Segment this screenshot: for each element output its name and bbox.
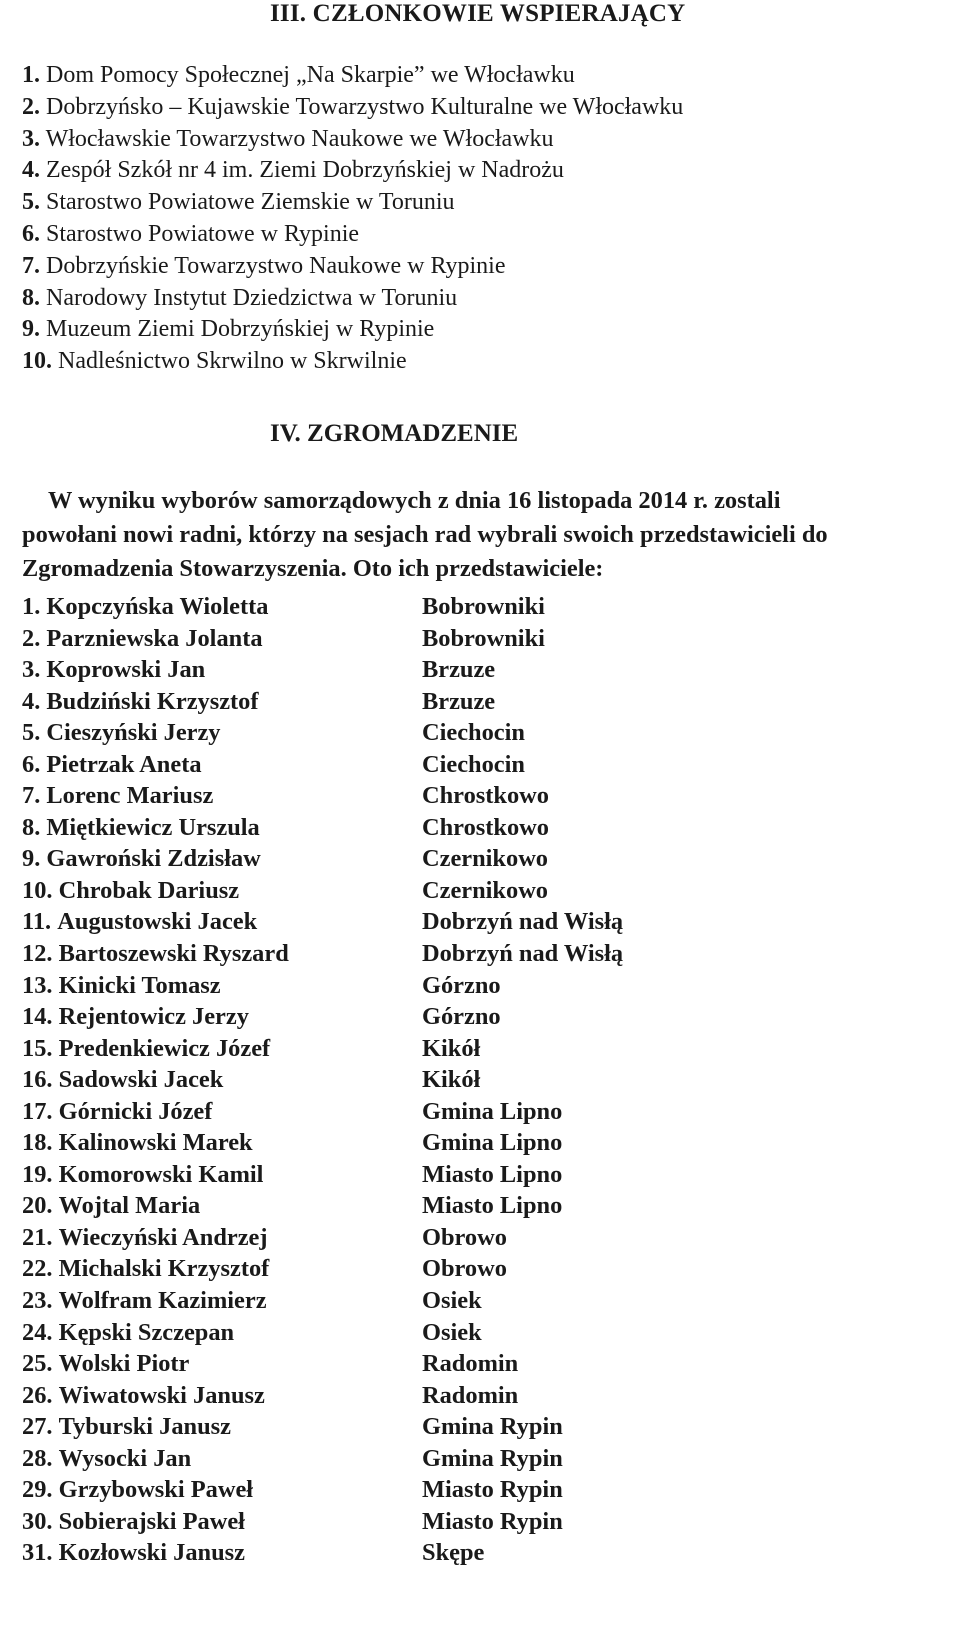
item-number: 10. bbox=[22, 348, 52, 375]
representative-municipality: Osiek bbox=[422, 1318, 482, 1346]
representative-row bbox=[22, 1190, 942, 1222]
representatives-list bbox=[22, 591, 942, 1569]
representative-row bbox=[22, 717, 942, 749]
representative-name: Augustowski Jacek bbox=[57, 908, 258, 936]
representative-municipality: Chrostkowo bbox=[422, 782, 549, 810]
representative-name: Chrobak Dariusz bbox=[58, 876, 240, 904]
item-number: 1. bbox=[22, 62, 40, 88]
item-number: 6. bbox=[22, 220, 40, 247]
supporting-member-name: Włocławskie Towarzystwo Naukowe we Włocławku bbox=[45, 125, 554, 152]
representative-name: Koprowski Jan bbox=[46, 656, 206, 684]
supporting-member-item bbox=[22, 60, 683, 92]
representative-row bbox=[22, 812, 942, 844]
representative-municipality: Brzuze bbox=[422, 656, 496, 684]
representative-name: Budziński Krzysztof bbox=[46, 687, 259, 715]
representative-row bbox=[22, 843, 942, 875]
representative-number: 10. bbox=[22, 876, 53, 904]
representative-number: 26. bbox=[22, 1381, 53, 1409]
representative-municipality: Kikół bbox=[422, 1066, 481, 1094]
representative-municipality: Kikół bbox=[422, 1034, 481, 1062]
representative-municipality: Gmina Rypin bbox=[422, 1444, 563, 1472]
representative-name: Tyburski Janusz bbox=[58, 1413, 231, 1441]
representative-row bbox=[22, 1380, 942, 1412]
representative-number: 16. bbox=[22, 1066, 53, 1094]
representative-municipality: Obrowo bbox=[422, 1255, 507, 1283]
representative-municipality: Czernikowo bbox=[422, 845, 549, 873]
representative-municipality: Gmina Rypin bbox=[422, 1413, 563, 1441]
supporting-member-item bbox=[22, 92, 683, 124]
supporting-member-name: Starostwo Powiatowe Ziemskie w Toruniu bbox=[46, 189, 455, 216]
representative-municipality: Ciechocin bbox=[422, 750, 525, 778]
supporting-member-name: Starostwo Powiatowe w Rypinie bbox=[46, 220, 360, 247]
representative-municipality: Ciechocin bbox=[422, 719, 525, 747]
representative-row bbox=[22, 1285, 942, 1317]
representative-number: 12. bbox=[22, 940, 53, 968]
supporting-members-list bbox=[22, 60, 683, 378]
item-number: 7. bbox=[22, 252, 40, 279]
representative-name: Kinicki Tomasz bbox=[58, 971, 221, 999]
representative-row bbox=[22, 1317, 942, 1349]
representative-number: 27. bbox=[22, 1413, 53, 1441]
intro-line: Zgromadzenia Stowarzyszenia. Oto ich przedstawiciele: bbox=[22, 555, 604, 582]
representative-row bbox=[22, 906, 942, 938]
representative-number: 1. bbox=[22, 593, 41, 620]
representative-row bbox=[22, 938, 942, 970]
representative-row bbox=[22, 1348, 942, 1380]
representative-name: Wojtal Maria bbox=[58, 1192, 201, 1220]
representative-name: Sobierajski Paweł bbox=[58, 1507, 245, 1535]
representative-municipality: Chrostkowo bbox=[422, 813, 549, 841]
representative-row bbox=[22, 875, 942, 907]
representative-name: Gawroński Zdzisław bbox=[46, 845, 261, 873]
representative-row bbox=[22, 654, 942, 686]
representative-row bbox=[22, 1537, 942, 1569]
supporting-member-name: Dobrzyńsko – Kujawskie Towarzystwo Kulturalne we Włocławku bbox=[46, 93, 684, 120]
representative-name: Rejentowicz Jerzy bbox=[58, 1003, 249, 1031]
representative-number: 24. bbox=[22, 1318, 53, 1346]
representative-number: 17. bbox=[22, 1097, 53, 1125]
representative-row bbox=[22, 1096, 942, 1128]
representative-number: 11. bbox=[22, 908, 52, 936]
representative-row bbox=[22, 1411, 942, 1443]
representative-number: 28. bbox=[22, 1444, 53, 1472]
representative-name: Kalinowski Marek bbox=[58, 1129, 253, 1157]
representative-name: Cieszyński Jerzy bbox=[46, 719, 221, 747]
representative-municipality: Miasto Lipno bbox=[422, 1160, 563, 1188]
representative-row bbox=[22, 749, 942, 781]
supporting-member-item bbox=[22, 251, 683, 283]
representative-name: Pietrzak Aneta bbox=[46, 750, 202, 778]
supporting-member-item bbox=[22, 219, 683, 251]
representative-municipality: Miasto Lipno bbox=[422, 1192, 563, 1220]
representative-name: Kępski Szczepan bbox=[58, 1318, 235, 1346]
representative-name: Komorowski Kamil bbox=[58, 1160, 264, 1188]
representative-number: 25. bbox=[22, 1350, 53, 1378]
representative-row bbox=[22, 970, 942, 1002]
section-3-title: III. CZŁONKOWIE WSPIERAJĄCY bbox=[270, 0, 686, 27]
representative-row bbox=[22, 780, 942, 812]
item-number: 9. bbox=[22, 316, 40, 343]
representative-number: 15. bbox=[22, 1034, 53, 1062]
representative-municipality: Bobrowniki bbox=[422, 624, 545, 652]
item-number: 2. bbox=[22, 93, 40, 120]
representative-municipality: Miasto Rypin bbox=[422, 1476, 563, 1504]
representative-number: 8. bbox=[22, 813, 41, 841]
representative-number: 23. bbox=[22, 1287, 53, 1315]
representative-municipality: Górzno bbox=[422, 971, 501, 999]
representative-row bbox=[22, 1033, 942, 1065]
representative-row bbox=[22, 1159, 942, 1191]
supporting-member-item bbox=[22, 283, 683, 315]
representative-name: Parzniewska Jolanta bbox=[46, 624, 263, 652]
representative-row bbox=[22, 1253, 942, 1285]
supporting-member-name: Narodowy Instytut Dziedzictwa w Toruniu bbox=[46, 284, 458, 311]
representative-row bbox=[22, 1001, 942, 1033]
representative-row bbox=[22, 1127, 942, 1159]
representative-row bbox=[22, 591, 942, 623]
supporting-member-name: Muzeum Ziemi Dobrzyńskiej w Rypinie bbox=[46, 316, 435, 343]
item-number: 8. bbox=[22, 284, 40, 311]
representative-number: 18. bbox=[22, 1129, 53, 1157]
representative-row bbox=[22, 1474, 942, 1506]
representative-number: 14. bbox=[22, 1003, 53, 1031]
representative-name: Lorenc Mariusz bbox=[46, 782, 214, 810]
supporting-member-item bbox=[22, 187, 683, 219]
representative-number: 3. bbox=[22, 656, 41, 684]
intro-line: powołani nowi radni, którzy na sesjach rad wybrali swoich przedstawicieli do bbox=[22, 521, 828, 548]
representative-row bbox=[22, 623, 942, 655]
representative-municipality: Dobrzyń nad Wisłą bbox=[422, 908, 624, 936]
representative-number: 9. bbox=[22, 845, 41, 873]
representative-municipality: Gmina Lipno bbox=[422, 1097, 563, 1125]
representative-municipality: Radomin bbox=[422, 1381, 519, 1409]
representative-name: Michalski Krzysztof bbox=[58, 1255, 270, 1283]
supporting-member-name: Nadleśnictwo Skrwilno w Skrwilnie bbox=[58, 348, 407, 375]
representative-number: 6. bbox=[22, 750, 41, 778]
representative-row bbox=[22, 1443, 942, 1475]
item-number: 4. bbox=[22, 157, 40, 184]
representative-name: Wieczyński Andrzej bbox=[58, 1223, 268, 1251]
supporting-member-item bbox=[22, 124, 683, 156]
representative-number: 29. bbox=[22, 1476, 53, 1504]
representative-name: Sadowski Jacek bbox=[58, 1066, 224, 1094]
supporting-member-item bbox=[22, 346, 683, 378]
representative-row bbox=[22, 1506, 942, 1538]
supporting-member-name: Zespół Szkół nr 4 im. Ziemi Dobrzyńskiej w Nadrożu bbox=[46, 157, 564, 184]
representative-name: Predenkiewicz Józef bbox=[58, 1034, 271, 1062]
representative-number: 21. bbox=[22, 1223, 53, 1251]
representative-municipality: Brzuze bbox=[422, 687, 496, 715]
supporting-member-item bbox=[22, 155, 683, 187]
representative-name: Górnicki Józef bbox=[58, 1097, 213, 1125]
representative-name: Grzybowski Paweł bbox=[58, 1476, 254, 1504]
representative-number: 30. bbox=[22, 1507, 53, 1535]
representative-number: 13. bbox=[22, 971, 53, 999]
representative-municipality: Obrowo bbox=[422, 1223, 507, 1251]
representative-name: Kopczyńska Wioletta bbox=[46, 593, 269, 620]
representative-number: 22. bbox=[22, 1255, 53, 1283]
representative-number: 31. bbox=[22, 1539, 53, 1567]
item-number: 5. bbox=[22, 189, 40, 216]
representative-name: Miętkiewicz Urszula bbox=[46, 813, 260, 841]
representative-number: 7. bbox=[22, 782, 41, 810]
item-number: 3. bbox=[22, 125, 40, 152]
representative-name: Wolski Piotr bbox=[58, 1350, 190, 1378]
representative-name: Kozłowski Janusz bbox=[58, 1539, 245, 1567]
representative-municipality: Czernikowo bbox=[422, 876, 549, 904]
assembly-intro-paragraph bbox=[22, 484, 952, 586]
representative-number: 19. bbox=[22, 1160, 53, 1188]
representative-municipality: Dobrzyń nad Wisłą bbox=[422, 940, 624, 968]
intro-line: W wyniku wyborów samorządowych z dnia 16 listopada 2014 r. zostali bbox=[48, 487, 781, 514]
representative-name: Wysocki Jan bbox=[58, 1444, 192, 1472]
representative-row bbox=[22, 1222, 942, 1254]
representative-number: 5. bbox=[22, 719, 41, 747]
representative-municipality: Skępe bbox=[422, 1539, 485, 1567]
supporting-member-item bbox=[22, 314, 683, 346]
supporting-member-name: Dom Pomocy Społecznej „Na Skarpie” we Włocławku bbox=[46, 62, 575, 88]
representative-municipality: Gmina Lipno bbox=[422, 1129, 563, 1157]
section-4-title: IV. ZGROMADZENIE bbox=[270, 420, 519, 447]
representative-row bbox=[22, 686, 942, 718]
representative-number: 2. bbox=[22, 624, 41, 652]
representative-name: Bartoszewski Ryszard bbox=[58, 940, 289, 968]
representative-name: Wolfram Kazimierz bbox=[58, 1287, 267, 1315]
supporting-member-name: Dobrzyńskie Towarzystwo Naukowe w Rypinie bbox=[46, 252, 506, 279]
representative-municipality: Osiek bbox=[422, 1287, 482, 1315]
representative-municipality: Radomin bbox=[422, 1350, 519, 1378]
representative-number: 20. bbox=[22, 1192, 53, 1220]
representative-number: 4. bbox=[22, 687, 41, 715]
representative-name: Wiwatowski Janusz bbox=[58, 1381, 265, 1409]
representative-row bbox=[22, 1064, 942, 1096]
representative-municipality: Miasto Rypin bbox=[422, 1507, 563, 1535]
representative-municipality: Górzno bbox=[422, 1003, 501, 1031]
representative-municipality: Bobrowniki bbox=[422, 593, 545, 620]
